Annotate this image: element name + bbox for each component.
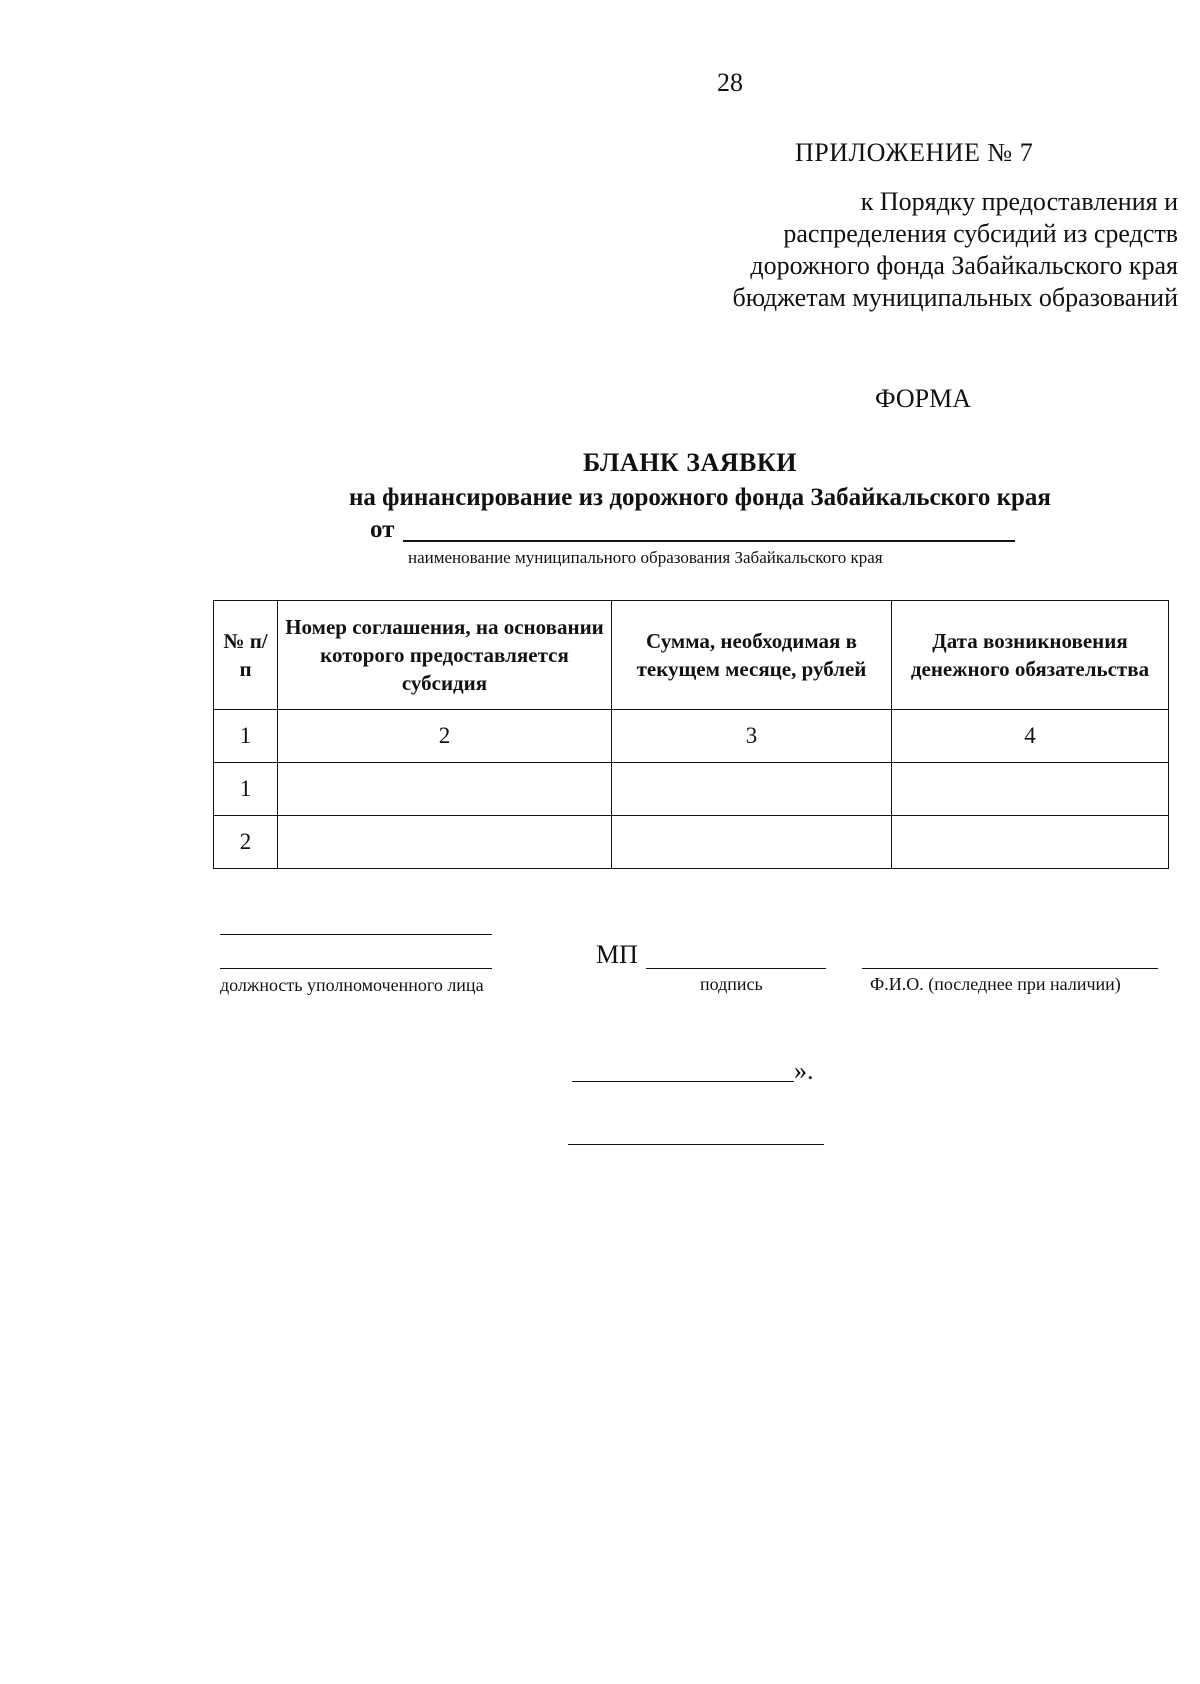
table-cell: 3 <box>612 710 892 763</box>
table-row <box>214 710 1169 763</box>
full-name-line[interactable] <box>862 968 1158 969</box>
signature-caption: подпись <box>700 974 763 994</box>
appendix-line: распределения субсидий из средств <box>783 219 1178 248</box>
closing-line <box>572 1081 794 1082</box>
table-cell: 1 <box>214 763 278 816</box>
column-header-date: Дата возникновения денежного обязательства <box>892 601 1169 710</box>
table-cell-amount[interactable] <box>612 763 892 816</box>
table-cell-date[interactable] <box>892 816 1169 869</box>
table-header-row <box>214 601 1169 710</box>
appendix-reference <box>640 186 1178 314</box>
document-subtitle: на финансирование из дорожного фонда Забайкальского края <box>349 484 1051 511</box>
appendix-title: ПРИЛОЖЕНИЕ № 7 <box>795 138 1034 167</box>
from-label: от <box>370 516 395 543</box>
table-cell: 2 <box>214 816 278 869</box>
appendix-line: бюджетам муниципальных образований <box>732 283 1178 312</box>
table-row <box>214 763 1169 816</box>
appendix-line: к Порядку предоставления и <box>860 187 1178 216</box>
table-cell: 2 <box>278 710 612 763</box>
table-row <box>214 816 1169 869</box>
municipality-name-field[interactable] <box>403 540 1015 542</box>
bottom-line <box>568 1144 824 1145</box>
form-label: ФОРМА <box>875 384 971 413</box>
position-line-upper[interactable] <box>220 934 492 935</box>
column-header-agreement: Номер соглашения, на основании которого предоставляется субсидия <box>278 601 612 710</box>
table-cell-date[interactable] <box>892 763 1169 816</box>
table-cell-agreement[interactable] <box>278 816 612 869</box>
request-table <box>213 600 1169 869</box>
seal-label: МП <box>596 940 638 969</box>
position-caption: должность уполномоченного лица <box>220 975 484 995</box>
column-header-number: № п/п <box>214 601 278 710</box>
table-cell: 1 <box>214 710 278 763</box>
page-number: 28 <box>717 68 743 97</box>
table-cell: 4 <box>892 710 1169 763</box>
table-cell-amount[interactable] <box>612 816 892 869</box>
municipality-name-caption: наименование муниципального образования Забайкальского края <box>408 548 883 567</box>
table-cell-agreement[interactable] <box>278 763 612 816</box>
appendix-line: дорожного фонда Забайкальского края <box>750 251 1178 280</box>
full-name-caption: Ф.И.О. (последнее при наличии) <box>870 974 1121 994</box>
column-header-amount: Сумма, необходимая в текущем месяце, рублей <box>612 601 892 710</box>
closing-mark: ». <box>794 1056 814 1085</box>
position-line-lower[interactable] <box>220 968 492 969</box>
document-title: БЛАНК ЗАЯВКИ <box>583 448 797 477</box>
signature-line[interactable] <box>646 968 826 969</box>
